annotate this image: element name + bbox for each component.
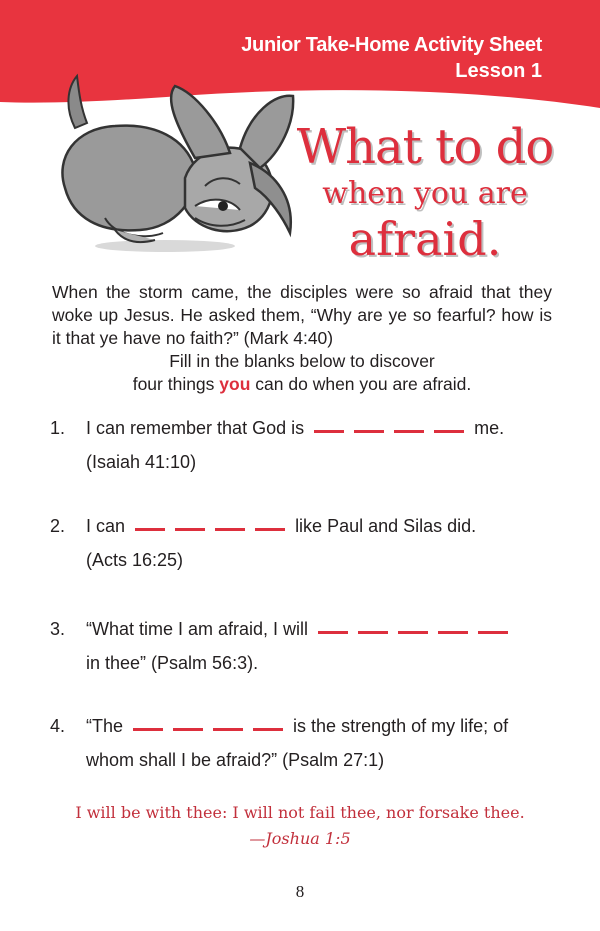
title-line-3: afraid. [348, 212, 502, 266]
instruction-highlight: you [219, 374, 251, 394]
question-1 [50, 414, 570, 472]
header-lesson: Lesson 1 [455, 60, 542, 82]
question-reference: (Acts 16:25) [86, 550, 184, 570]
intro-text [52, 281, 552, 396]
question-number: 1. [50, 418, 66, 438]
blank [398, 631, 428, 634]
question-text-before: “The [86, 716, 124, 736]
intro-paragraph: When the storm came, the disciples were so afraid that they woke up Jesus. He asked them, “Why are ye so fearful? how is it that ye have no faith?” (Mark 4:40) [52, 282, 552, 348]
question-4 [50, 712, 570, 770]
question-text-before: “What time I am afraid, I will [86, 619, 309, 639]
blank [314, 430, 344, 433]
blank [318, 631, 348, 634]
blank [173, 728, 203, 731]
verse-reference: —Joshua 1:5 [249, 829, 351, 848]
verse-text: I will be with thee: I will not fail thee, nor forsake thee. [75, 803, 525, 822]
instruction-after: can do when you are afraid. [255, 374, 472, 394]
question-number: 2. [50, 516, 66, 536]
question-number: 4. [50, 716, 66, 736]
blank [438, 631, 468, 634]
blank [215, 528, 245, 531]
blank [358, 631, 388, 634]
question-text-after: me. [474, 418, 505, 438]
question-reference: whom shall I be afraid?” (Psalm 27:1) [86, 750, 385, 770]
blank [133, 728, 163, 731]
blank [253, 728, 283, 731]
blank [354, 430, 384, 433]
blank [478, 631, 508, 634]
answer-blanks[interactable] [128, 716, 288, 736]
blank [213, 728, 243, 731]
instruction-before: four things [132, 374, 215, 394]
blank [394, 430, 424, 433]
page-number: 8 [295, 882, 305, 901]
question-reference: in thee” (Psalm 56:3). [86, 653, 259, 673]
question-text-before: I can [86, 516, 126, 536]
question-text-before: I can remember that God is [86, 418, 305, 438]
question-text-after: is the strength of my life; of [293, 716, 509, 736]
instruction-line-2 [52, 373, 552, 396]
answer-blanks[interactable] [313, 619, 513, 639]
question-text-after: like Paul and Silas did. [295, 516, 477, 536]
title-line-1: What to do [296, 119, 554, 175]
header-title: Junior Take-Home Activity Sheet [241, 34, 542, 56]
question-number: 3. [50, 619, 66, 639]
question-3 [50, 615, 570, 673]
blank [175, 528, 205, 531]
answer-blanks[interactable] [130, 516, 290, 536]
blank [255, 528, 285, 531]
answer-blanks[interactable] [309, 418, 469, 438]
title-line-2: when you are [322, 176, 528, 211]
instruction-line-1: Fill in the blanks below to discover [169, 351, 435, 371]
memory-verse [0, 800, 600, 852]
blank [135, 528, 165, 531]
blank [434, 430, 464, 433]
question-2 [50, 512, 570, 570]
lesson-title [270, 118, 580, 266]
question-reference: (Isaiah 41:10) [86, 452, 197, 472]
